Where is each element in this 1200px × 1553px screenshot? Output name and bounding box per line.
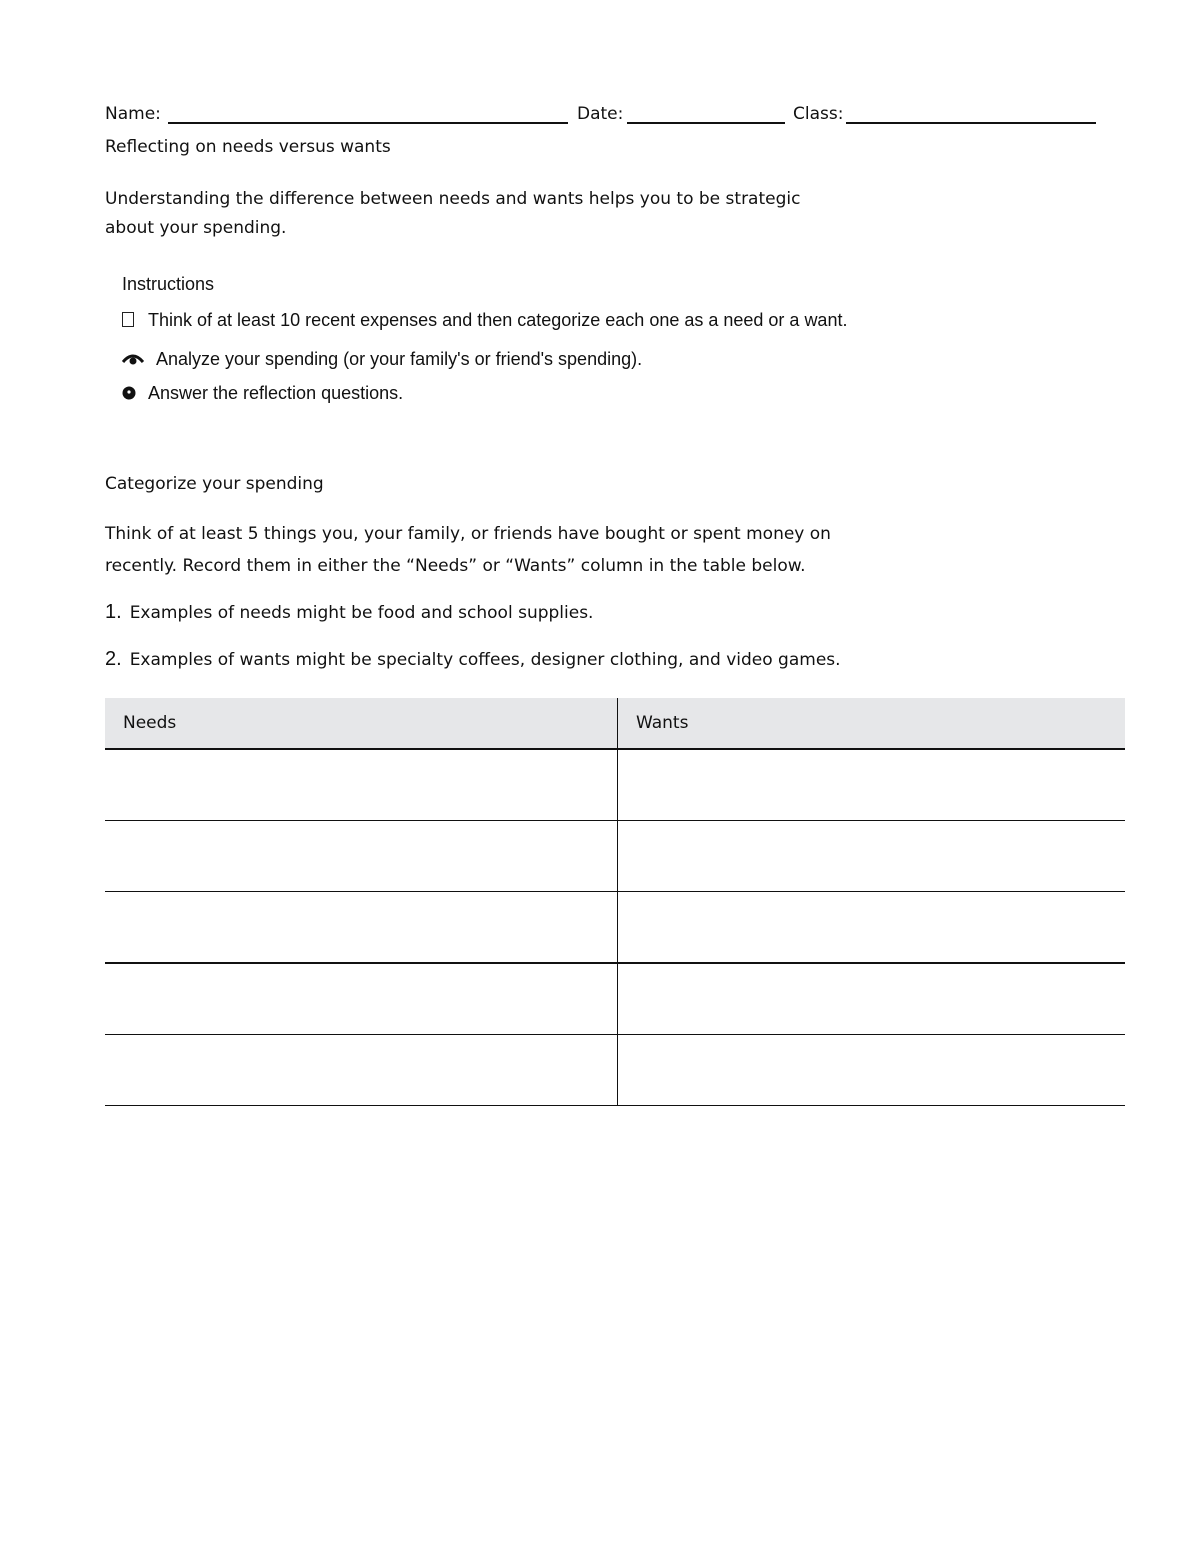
instruction-text-3: Answer the reflection questions. <box>148 383 404 403</box>
table-row <box>105 821 1125 892</box>
table-row <box>105 892 1125 964</box>
instruction-item-2 <box>122 349 642 370</box>
wants-cell[interactable] <box>618 749 1126 821</box>
section-para-line-2: recently. Record them in either the “Needs” or “Wants” column in the table below. <box>105 556 806 576</box>
instructions-heading: Instructions <box>122 274 215 294</box>
class-label: Class: <box>793 104 844 124</box>
name-label: Name: <box>105 104 161 124</box>
wants-cell[interactable] <box>618 1035 1126 1106</box>
instruction-text-1: Think of at least 10 recent expenses and then categorize each one as a need or a want. <box>148 310 848 330</box>
list-item <box>105 648 841 671</box>
page-title: Reflecting on needs versus wants <box>105 137 391 157</box>
wants-cell[interactable] <box>618 821 1126 892</box>
instruction-text-2: Analyze your spending (or your family's or friend's spending). <box>156 349 643 369</box>
list-number: 2. <box>105 648 122 670</box>
bullet-circle-icon <box>122 384 136 398</box>
eye-icon <box>122 350 144 364</box>
class-field[interactable] <box>846 122 1096 124</box>
table-row <box>105 963 1125 1035</box>
checkbox-icon <box>122 312 134 327</box>
wants-cell[interactable] <box>618 892 1126 964</box>
list-text: Examples of wants might be specialty coffees, designer clothing, and video games. <box>129 650 841 670</box>
date-field[interactable] <box>627 122 785 124</box>
needs-wants-table <box>105 698 1125 1106</box>
list-number: 1. <box>105 601 122 623</box>
name-field[interactable] <box>168 122 568 124</box>
table-row <box>105 1035 1125 1106</box>
table-row <box>105 749 1125 821</box>
section-heading: Categorize your spending <box>105 474 324 494</box>
needs-cell[interactable] <box>105 1035 618 1106</box>
wants-cell[interactable] <box>618 963 1126 1035</box>
table-header-row <box>105 698 1125 749</box>
intro-line-2: about your spending. <box>105 218 287 238</box>
needs-column-header: Needs <box>105 698 618 749</box>
list-item <box>105 601 593 624</box>
intro-line-1: Understanding the difference between needs and wants helps you to be strategic <box>105 189 801 209</box>
date-label: Date: <box>577 104 624 124</box>
needs-cell[interactable] <box>105 749 618 821</box>
needs-cell[interactable] <box>105 821 618 892</box>
section-para-line-1: Think of at least 5 things you, your family, or friends have bought or spent money on <box>105 524 831 544</box>
instruction-item-3 <box>122 383 403 404</box>
list-text: Examples of needs might be food and school supplies. <box>129 603 594 623</box>
wants-column-header: Wants <box>618 698 1126 749</box>
needs-cell[interactable] <box>105 963 618 1035</box>
needs-cell[interactable] <box>105 892 618 964</box>
instruction-item-1 <box>122 310 847 331</box>
